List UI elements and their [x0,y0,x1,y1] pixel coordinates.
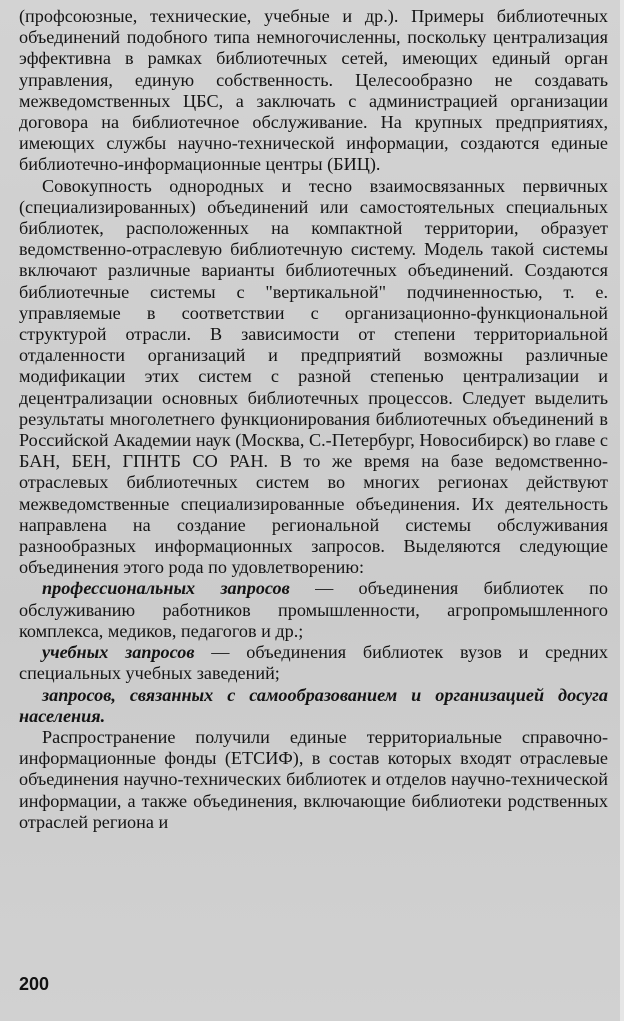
term-educational: учебных запросов [42,642,195,663]
body-text [19,6,608,833]
paragraph-library-systems: Совокупность однородных и тесно взаимосвязанных первичных (специализированных) объединений или самостоятельных специальных библиотек, расположенных на компактной территории, образует ведомственно-отраслевую библиотечную систему. Модель такой системы включают различные варианты библиотечных объединений. Создаются библиотечные системы с "вертикальной" подчиненностью, т. е. управляемые в соответствии с организационно-функциональной структурой отрасли. В зависимости от степени территориальной отдаленности организаций и предприятий возможны различные модификации этих систем с разной степенью централизации и децентрализации основных библиотечных процессов. Следует выделить результаты многолетнего функционирования библиотечных объединений в Российской Академии наук (Москва, С.-Петербург, Новосибирск) во главе с БАН, БЕН, ГПНТБ СО РАН. В то же время на базе ведомственно-отраслевых библиотечных систем во многих регионах действуют межведомственные специализированные объединения. Их деятельность направлена на создание региональной системы обслуживания разнообразных информационных запросов. Выделяются следующие объединения этого рода по удовлетворению: [19,175,608,578]
paragraph-continued: (профсоюзные, технические, учебные и др.). Примеры библиотечных объединений подобного типа немногочисленны, поскольку централизация эффективна в рамках библиотечных сетей, имеющих единый орган управления, единую собственность. Целесообразно не создавать межведомственных ЦБС, а заключать с администрацией организации договора на библиотечное обслуживание. На крупных предприятиях, имеющих службы научно-технической информации, создаются единые библиотечно-информационные центры (БИЦ). [19,6,608,175]
list-item-leisure [19,685,608,727]
term-professional: профессиональных запросов [42,578,290,599]
page-number: 200 [19,974,50,994]
list-item-text: — объединения библиотек по обслуживанию работников промышленности, агропромышленного комплекса, медиков, педагогов и др.; [19,578,608,641]
list-item-educational [19,642,608,684]
page-edge [620,0,624,1021]
list-item-professional [19,578,608,642]
list-item-text: — объединения библиотек вузов и средних специальных учебных заведений; [19,642,608,684]
term-leisure: запросов, связанных с самообразованием и организацией досуга населения. [19,684,608,726]
paragraph-etsif: Распространение получили единые территориальные справочно-информационные фонды (ЕТСИФ), в состав которых входят отраслевые объединения научно-технических библиотек и отделов научно-технической информации, а также объединения, включающие библиотеки родственных отраслей региона и [19,726,608,832]
